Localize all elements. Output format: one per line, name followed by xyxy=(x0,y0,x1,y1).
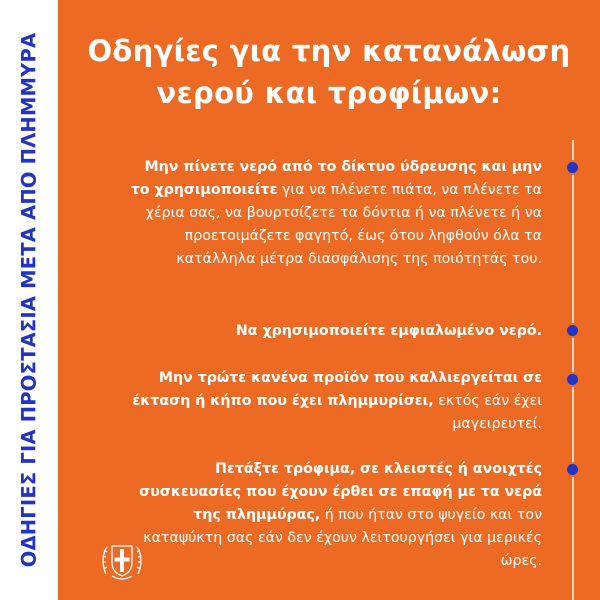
timeline-dot-1 xyxy=(565,160,580,175)
instruction-3 xyxy=(122,367,542,436)
title-line-1: Οδηγίες για την κατανάλωση xyxy=(87,34,571,68)
instruction-1-text: για να πλένετε πιάτα, να πλένετε τα χέρια σας, να βουρτσίζετε τα δόντια ή να πλένετε ή να προετοιμάζετε φαγητό, έως ότου ληφθούν όλα τα κατάλληλα μέτρα διασφάλισης της ποιότητάς του. xyxy=(145,182,542,267)
instruction-3-text: εκτός εάν έχει μαγειρευτεί. xyxy=(433,393,542,432)
instruction-2 xyxy=(122,320,542,343)
info-panel xyxy=(58,0,600,600)
timeline-dot-2 xyxy=(565,323,580,338)
sidebar xyxy=(0,0,58,600)
title-line-2: νερού και τροφίμων: xyxy=(156,76,502,110)
timeline-dot-3 xyxy=(565,372,580,387)
instruction-4-text: ή που ήταν στο ψυγείο και τον καταψύκτη σας εάν δεν έχουν λειτουργήσει για μερικές ώρες. xyxy=(143,507,542,569)
instruction-2-bold: Να χρησιμοποιείτε εμφιαλωμένο νερό. xyxy=(235,323,542,339)
instruction-1 xyxy=(122,156,542,271)
page-title xyxy=(58,30,600,114)
greek-coat-of-arms-icon xyxy=(98,536,146,584)
sidebar-title: ΟΔΗΓΙΕΣ ΓΙΑ ΠΡΟΣΤΑΣΙΑ ΜΕΤΑ ΑΠΟ ΠΛΗΜΜΥΡΑ xyxy=(17,32,41,568)
instruction-4 xyxy=(122,458,542,573)
timeline-dot-4 xyxy=(565,462,580,477)
instruction-4-bold: Πετάξτε τρόφιμα, σε κλειστές ή ανοιχτές συσκευασίες που έχουν έρθει σε επαφή με τα νερά της πλημμύρας, xyxy=(139,461,542,523)
instruction-3-bold: Μην τρώτε κανένα προϊόν που καλλιεργείται σε έκταση ή κήπο που έχει πλημμυρίσει, xyxy=(132,370,542,409)
timeline-line xyxy=(572,140,574,600)
instruction-1-bold: Μην πίνετε νερό από το δίκτυο ύδρευσης και μην το χρησιμοποιείτε xyxy=(130,159,542,198)
